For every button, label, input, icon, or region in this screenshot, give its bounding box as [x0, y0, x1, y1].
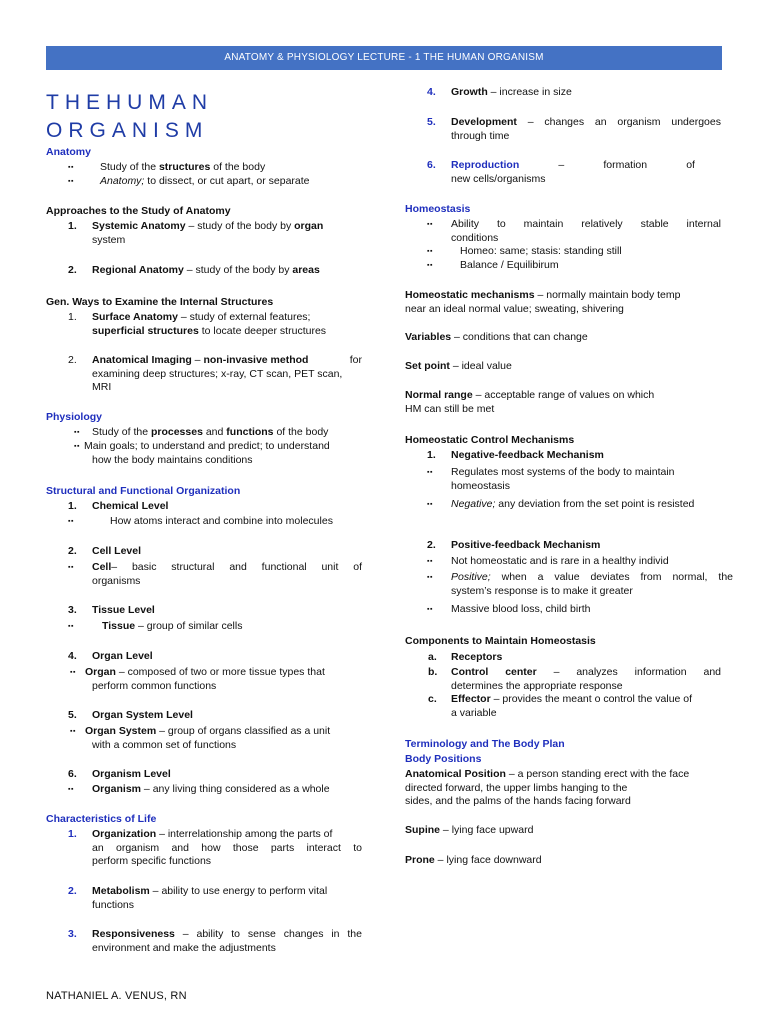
list-number: 3.: [68, 928, 77, 940]
list-number: 1.: [68, 500, 77, 512]
physiology-bullet-2: Main goals; to understand and predict; to understand how the body maintains conditions: [84, 440, 330, 466]
header-banner: ANATOMY & PHYSIOLOGY LECTURE - 1 THE HUMAN ORGANISM: [46, 46, 722, 70]
page-title-line2: ORGANISM: [46, 119, 209, 142]
bullet-icon: ▪▪: [427, 574, 433, 581]
list-number: 2.: [68, 264, 77, 276]
bullet-icon: ▪▪: [427, 262, 433, 269]
tissue-level-text: Tissue – group of similar cells: [102, 620, 243, 632]
bullet-icon: ▪▪: [70, 669, 76, 676]
approaches-heading: Approaches to the Study of Anatomy: [46, 205, 231, 217]
list-letter: c.: [428, 693, 437, 705]
bullet-icon: ▪▪: [68, 786, 74, 793]
prone-text: Prone – lying face downward: [405, 854, 542, 866]
author-footer: NATHANIEL A. VENUS, RN: [46, 990, 187, 1002]
homeostasis-bullet-1: Ability to maintain relatively stable internal conditions: [451, 218, 721, 244]
organ-level-text: Organ – composed of two or more tissue types that perform common functions: [85, 666, 325, 692]
list-number: 1.: [68, 828, 77, 840]
physiology-heading: Physiology: [46, 411, 103, 423]
homeostasis-heading: Homeostasis: [405, 203, 471, 215]
reproduction-item: Reproduction – formation of new cells/organisms: [451, 159, 695, 185]
bullet-icon: ▪▪: [427, 606, 433, 613]
positive-feedback-bullet-3: Massive blood loss, child birth: [451, 603, 591, 615]
effector-item: Effector – provides the meant o control the value of a variable: [451, 693, 693, 719]
negative-feedback-title: Negative-feedback Mechanism: [451, 449, 604, 461]
control-mechanisms-heading: Homeostatic Control Mechanisms: [405, 434, 575, 446]
growth-item: Growth – increase in size: [451, 86, 572, 98]
positive-feedback-bullet-2: Positive; when a value deviates from normal, the system’s response is to make it greater: [451, 571, 733, 597]
physiology-bullet-1: Study of the processes and functions of the body: [92, 426, 329, 438]
gen-ways-heading: Gen. Ways to Examine the Internal Structures: [46, 296, 274, 308]
positive-feedback-bullet-1: Not homeostatic and is rare in a healthy individ: [451, 555, 669, 567]
bullet-icon: ▪▪: [427, 221, 433, 228]
components-heading: Components to Maintain Homeostasis: [405, 635, 596, 647]
list-number: 3.: [68, 604, 77, 616]
list-number: 5.: [427, 116, 436, 128]
variables-text: Variables – conditions that can change: [405, 331, 588, 343]
list-letter: b.: [428, 666, 438, 678]
bullet-icon: ▪▪: [74, 429, 80, 436]
organization-item: Organization – interrelationship among the parts of an organism and how those parts interact to perform specific functions: [92, 828, 362, 867]
cell-level-title: Cell Level: [92, 545, 142, 557]
bullet-icon: ▪▪: [427, 248, 433, 255]
systemic-anatomy-item: Systemic Anatomy – study of the body by organ system: [92, 220, 324, 246]
metabolism-item: Metabolism – ability to use energy to perform vital functions: [92, 885, 328, 911]
regional-anatomy-item: Regional Anatomy – study of the body by areas: [92, 264, 320, 276]
bullet-icon: ▪▪: [68, 623, 74, 630]
responsiveness-item: Responsiveness – ability to sense changes in the environment and make the adjustments: [92, 928, 362, 954]
organism-level-text: Organism – any living thing considered as a whole: [92, 783, 330, 795]
control-center-item: Control center – analyzes information and determines the appropriate response: [451, 666, 721, 692]
list-number: 2.: [427, 539, 436, 551]
anatomical-position-text: Anatomical Position – a person standing erect with the face directed forward, the upper limbs hanging to the sides, and the palms of the hands facing forward: [405, 768, 690, 807]
characteristics-heading: Characteristics of Life: [46, 813, 157, 825]
surface-anatomy-item: Surface Anatomy – study of external features; superficial structures to locate deeper structures: [92, 311, 327, 337]
chemical-level-text: How atoms interact and combine into molecules: [110, 515, 333, 527]
list-number: 4.: [68, 650, 77, 662]
list-number: 4.: [427, 86, 436, 98]
list-number: 1.: [68, 311, 77, 323]
bullet-icon: ▪▪: [68, 164, 74, 171]
receptors-item: Receptors: [451, 651, 503, 663]
anatomy-bullet-1: Study of the structures of the body: [100, 161, 266, 173]
organ-system-level-title: Organ System Level: [92, 709, 193, 721]
bullet-icon: ▪▪: [68, 518, 74, 525]
organism-level-title: Organism Level: [92, 768, 171, 780]
bullet-icon: ▪▪: [427, 558, 433, 565]
normal-range-text: Normal range – acceptable range of values on which HM can still be met: [405, 389, 655, 415]
anatomy-heading: Anatomy: [46, 146, 91, 158]
set-point-text: Set point – ideal value: [405, 360, 512, 372]
body-positions-heading: Body Positions: [405, 753, 482, 765]
anatomy-bullet-2: Anatomy; to dissect, or cut apart, or separate: [100, 175, 310, 187]
development-item: Development – changes an organism undergoes through time: [451, 116, 721, 142]
anatomical-imaging-item: Anatomical Imaging – non-invasive method for examining deep structures; x-ray, CT scan, PET scan, MRI: [92, 354, 362, 393]
list-number: 2.: [68, 885, 77, 897]
bullet-icon: ▪▪: [68, 178, 74, 185]
negative-feedback-bullet-2: Negative; any deviation from the set point is resisted: [451, 498, 695, 510]
list-number: 2.: [68, 354, 77, 366]
structural-heading: Structural and Functional Organization: [46, 485, 241, 497]
homeostasis-bullet-3: Balance / Equilibirum: [460, 259, 559, 271]
organ-system-level-text: Organ System – group of organs classified as a unit with a common set of functions: [85, 725, 331, 751]
list-letter: a.: [428, 651, 437, 663]
bullet-icon: ▪▪: [74, 443, 80, 450]
terminology-heading: Terminology and The Body Plan: [405, 738, 565, 750]
page-title-line1: THEHUMAN: [46, 91, 213, 114]
list-number: 6.: [427, 159, 436, 171]
positive-feedback-title: Positive-feedback Mechanism: [451, 539, 601, 551]
cell-level-text: Cell – basic structural and functional unit of organisms: [92, 561, 362, 587]
list-number: 1.: [68, 220, 77, 232]
bullet-icon: ▪▪: [70, 728, 76, 735]
bullet-icon: ▪▪: [427, 469, 433, 476]
organ-level-title: Organ Level: [92, 650, 153, 662]
list-number: 1.: [427, 449, 436, 461]
bullet-icon: ▪▪: [68, 564, 74, 571]
homeostasis-bullet-2: Homeo: same; stasis: standing still: [460, 245, 622, 257]
list-number: 5.: [68, 709, 77, 721]
tissue-level-title: Tissue Level: [92, 604, 155, 616]
supine-text: Supine – lying face upward: [405, 824, 534, 836]
bullet-icon: ▪▪: [427, 501, 433, 508]
list-number: 6.: [68, 768, 77, 780]
homeostatic-mechanisms-text: Homeostatic mechanisms – normally maintain body temp near an ideal normal value; sweating, shivering: [405, 289, 681, 315]
negative-feedback-bullet-1: Regulates most systems of the body to maintain homeostasis: [451, 466, 675, 492]
list-number: 2.: [68, 545, 77, 557]
chemical-level-title: Chemical Level: [92, 500, 169, 512]
